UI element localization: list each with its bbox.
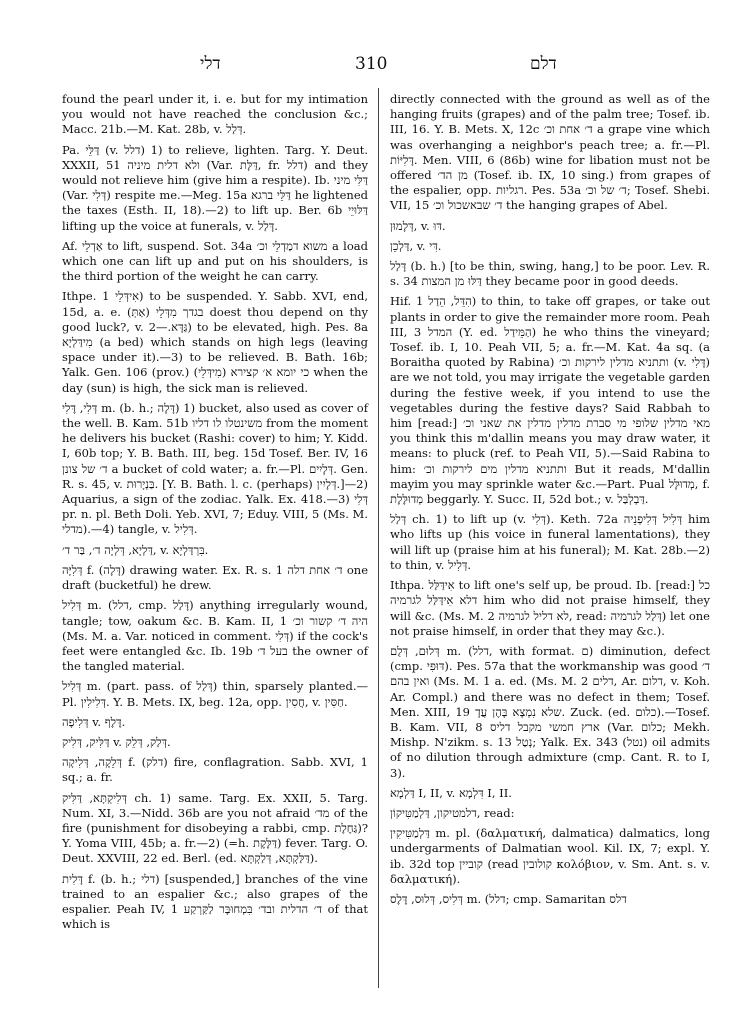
entry-text: דְּלֵקָה, דְּלִיקָה f. (דלק) fire, conflagration. Sabb. XVI, 1 sq.; a. fr. (62, 755, 368, 785)
entry-text: דְּלִי, דֶּלִי m. (b. h.; דָּלָה) 1) bucket, also used as cover of the well. B. Kam. 51b משינטלו לו דליו from the moment he delivers his bucket (Rashi: cover) to him; Y. Kidd. I, 60b top; Y. B. Bath. III, beg. 15d Tosef. Ber. IV, 16 ד׳ של צונן a bucket of cold water; a. fr.—Pl. דְּלָיִים. Gen. R. s. 45, v. בַּנְיָרוּת. [Y. B. Bath. l. c. (perhaps) דְּלָיִין.]—2) Aquarius, a sign of the zodiac. Yalk. Ex. 418.—3) דְּלִי pr. n. pl. Beth Doli. Yeb. XVI, 7; Eduy. VIII, 5 (Ms. M. מדלי).—4) tangle, v. דְּלִיל. (62, 400, 369, 537)
entry-text: דַּלְיָא, דְּלְיָה ד׳, בַּר ד׳, v. בִּרְדַּלְיָא. (62, 542, 209, 557)
entry-text: דְּלִיָּה f. (דָּלָה) drawing water. Ex. R. s. 1 ד׳ אחת דלה one draft (bucketful) he drew. (62, 562, 368, 593)
entry-text: דלמטיקון, דַּלְמַטִּיקוֹן, read: (390, 805, 515, 820)
dictionary-entry (62, 679, 368, 709)
dictionary-entry (390, 786, 710, 801)
dictionary-entry (390, 892, 710, 907)
entry-text: דַּלְכֵן, v. דִּי. (390, 238, 442, 253)
column-divider (378, 88, 379, 988)
entry-text: directly connected with the ground as well as of the hanging fruits (grapes) and of the palm tree; Tosef. ib. III, 16. Y. B. Mets. X, 12c ד׳ אחת וכ׳ a grape vine which was overhanging a neighbor's peach tree; a. fr.—Pl. דָּלִיּוֹת. Men. VIII, 6 (86b) wine for libation must not be offered מן הד׳ (Tosef. ib. IX, 10 sing.) from grapes of the espalier, opp. רגליות. Pes. 53a ד׳ של וכ׳; Tosef. Shebi. VII, 15 ד׳ שבאשכול וכ׳ the hanging grapes of Abel. (390, 92, 710, 213)
entry-text: דַּלְמַטִּיקִין m. pl. (δαλματική, dalmatica) dalmatics, long undergarments of Dalmatian wool. Kil. IX, 7; expl. Y. ib. 32d top קוביין (read קולובין κολόβιον, v. Sm. Ant. s. v. δαλματική). (390, 826, 710, 886)
entry-text: דָּלִית f. (b. h.; דלי) [suspended,] branches of the vine trained to an espalier &c.; also grapes of the espalier. Peah IV, 1 ד׳ הדלית ובד׳ בִּמְחוּבָּר לַקַּרְקַע of that which is (62, 871, 369, 932)
dictionary-entry (390, 219, 710, 234)
entry-text: דָּלַל (b. h.) [to be thin, swing, hang,] to be poor. Lev. R. s. 34 דַּלּוּ מן המצות they became poor in good deeds. (390, 259, 710, 289)
dictionary-entry (62, 289, 368, 395)
entry-text: Af. אַדְלֵי to lift, suspend. Sot. 34a משוא דמַדְלֵי וכ׳ a load which one can lift up and put on his shoulders, is the third portion of the weight he can carry. (62, 238, 368, 284)
entry-text: דְּלִיקְתָּא, דַּלִּיק ch. 1) same. Targ. Ex. XXII, 5. Targ. Num. XI, 3.—Nidd. 36b are you not afraid מד׳ of the fire (punishment for disobeying a rabbi, cmp. גַּחֶלֶת)? Y. Yoma VIII, 45b; a. fr.—2) (=h. דַּלֶּקֶת) fever. Targ. O. Deut. XXVIII, 22 ed. Berl. (ed. דַּלַּקְתָּא, דְּלַקְתָּא). (62, 790, 369, 866)
entry-text: דְּלַל ch. 1) to lift up (v. דְּלִי). Keth. 72a דְּלִיל דְּלִיפְנֵיה him who lifts up (his voice in funeral lamentations), they will lift up (praise him at his funeral); M. Kat. 28b.—2) to thin, v. דְּלִיל. (390, 512, 710, 572)
dictionary-entry (390, 239, 710, 254)
dictionary-entry (390, 512, 710, 573)
dictionary-entry (390, 826, 710, 887)
dictionary-entry (62, 791, 368, 867)
entry-text: found the pearl under it, i. e. but for my intimation you would not have reached the conclusion &c.; Macc. 21b.—M. Kat. 28b, v. דְּלַל. (62, 92, 368, 137)
running-headword-left: דלי (200, 54, 221, 74)
right-column (390, 92, 710, 912)
entry-text: Hif. הִדֵּל, הֵדַל 1) to thin, to take off grapes, or take out plants in order to give the remainder more room. Peah III, 3 המדל (Y. ed. הַמֵּידַל) he who thins the vineyard; Tosef. ib. I, 10. Peah VII, 5; a. fr.—M. Kat. 4a sq. (a Boraitha quoted by Rabina) ותתניא מדלין לירקות וכ׳ (v. דָּלִי) are we not told, you may irrigate the vegetable garden during the festive week, if you intend to use the vegetables during the festive days? Said Rabbah to him [read:] מאי מדלין שלופי מי סברת מדלין מדלין את שאני וכ׳ you think this m'dallin means you may draw water, it means: to pluck (ref. to Peah VII, 5).—Said Rabina to him: ותתניא מדלין מים לירקות וכ׳ But it reads, M'dallin mayim you may sprinkle water &c.—Part. Pual מְדוּלָּל, f. מְדוּלֶּלֶת beggarly. Y. Succ. II, 52d bot.; v. דַּבְלְבַּל. (390, 294, 711, 507)
dictionary-entry (62, 872, 368, 933)
dictionary-entry (62, 239, 368, 285)
entry-text: Ithpa. אִידַּלַּל to lift one's self up, be proud. Ib. [read:] כל דלא אִידַּלַּל לגרמיה him who did not praise himself, they will &c. (Ms. M. 2 לא דליל לגרמיה, read: דְּלַל לגרמיה) let one not praise himself, in order that they may &c.). (390, 578, 710, 638)
dictionary-entry (390, 644, 710, 781)
entry-text: Pa. דַּלֵּי (v. דלל) 1) to relieve, lighten. Targ. Y. Deut. XXXII, 51 ולא דלית מיניה (Var. דַּלָּת, fr. דלל) and they would not relieve him (give him a respite). Ib. דַּלִּי מיני (Var. דְּלִי) respite me.—Meg. 15a דַּלֵּי ברגא he lightened the taxes (Esth. II, 18).—2) to lift up. Ber. 6b דַּלּוּיֵי lifting up the voice at funerals, v. דָּלַל. (62, 142, 369, 233)
entry-text: דְּלוּם, דְּלֻם m. (דלל, with format. ם) diminution, defect (cmp. דּוּפִי). Pes. 57a that the workmanship was good ד׳ ואין בהם (Ms. M. 1 a. ed. (Ms. M. 2 דלים, Ar. דלום, v. Koh. Ar. Compl.) and there was no defect in them; Tosef. Men. XIII, 19 שלא נִמְצָא בָּהֶן עֲדָ. Zuck. (ed. כלום).—Tosef. B. Kam. VII, 8 ארץ חמשי מקבל דליס (Var. כלום; Mekh. Mishp. N'zikm. s. 13 נְטַל; Yalk. Ex. 343 (נטל) oil admits of no dilution through admixture (cmp. Cant. R. to I, 3). (390, 643, 711, 780)
dictionary-entry (62, 92, 368, 138)
dictionary-entry (62, 735, 368, 750)
dictionary-entry (390, 92, 710, 214)
entry-text: דְּלִיס, דְּלוּס, דֶּלֶס m. (דלל; cmp. Samaritan דלס (390, 891, 627, 906)
entry-text: דַּלִּיק, דְּלִיק v. דְּלַק, דְּלֵק. (62, 734, 171, 749)
left-column (62, 92, 368, 937)
dictionary-entry (62, 401, 368, 538)
dictionary-entry (62, 755, 368, 785)
dictionary-entry (62, 715, 368, 730)
entry-text: דַּלְמָא I, II, v. דִּלְמָא I, II. (390, 785, 512, 800)
running-headword-right: דלם (530, 54, 557, 74)
dictionary-entry (390, 294, 710, 507)
entry-text: דְּלִיל m. (part. pass. of דְּלַל) thin, sparsely planted.—Pl. דְּלִילִין. Y. B. Mets. IX, beg. 12a, opp. חֲסִין, v. חַסִּין. (62, 679, 368, 709)
dictionary-entry (390, 806, 710, 821)
entry-text: דְּלִיפָה v. דֶּלֶף. (62, 714, 126, 729)
entry-text: Ithpe. אִידְּלֵי 1) to be suspended. Y. Sabb. XVI, end, 15d, a. e. (אַתְּ) בגדך מִדְּלֵי doest thou depend on thy good luck?, v. גַּדָּא.—2) to be elevated, high. Pes. 8a מִידַּלְיָא (a bed) which stands on high legs (leaving space under it).—3) to be relieved. B. Bath. 16b; Yalk. Gen. 106 (prov.) (מִידְּלֵי) כי יומא א׳ קצירא when the day (sun) is high, the sick man is relieved. (62, 289, 369, 395)
dictionary-entry (62, 143, 368, 234)
dictionary-entry (390, 578, 710, 639)
page-header (0, 54, 750, 76)
dictionary-entry (62, 543, 368, 558)
dictionary-entry (62, 598, 368, 674)
page-number: 310 (355, 54, 388, 74)
entry-text: דְּלָמוּן, v. דּוּ. (390, 218, 446, 233)
dictionary-entry (62, 563, 368, 593)
dictionary-entry (390, 259, 710, 289)
entry-text: דְּלִיל m. (דלל, cmp. דָּלַל) anything irregularly wound, tangle; tow, oakum &c. B. Kam. II, 1 היה ד׳ קשור וכ׳ (Ms. M. a. Var. noticed in comment. דְּלִי) if the cock's feet were entangled &c. Ib. 19b בעל ד׳ the owner of the tangled material. (62, 598, 368, 674)
